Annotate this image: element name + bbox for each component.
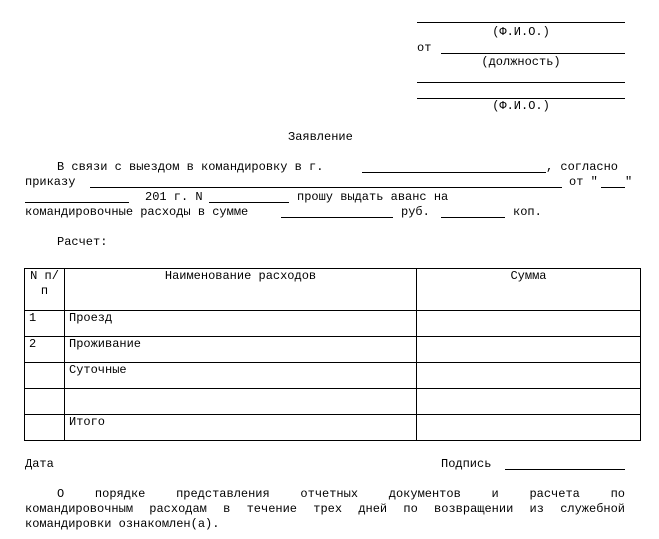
body-line4-kop: коп. — [513, 205, 542, 219]
row-name — [65, 389, 417, 415]
recipient-fio-line — [417, 22, 625, 23]
row-num: 2 — [25, 337, 65, 363]
from-label: от — [417, 41, 432, 55]
sender-position-line — [441, 53, 625, 54]
signature-line — [505, 469, 625, 470]
body-line1-start: В связи с выездом в командировку в г. — [57, 160, 324, 174]
body-line4-start: командировочные расходы в сумме — [25, 205, 249, 219]
table-row — [25, 415, 641, 441]
order-number-line — [209, 202, 289, 203]
row-num: 1 — [25, 311, 65, 337]
row-sum — [417, 363, 641, 389]
order-month-line — [25, 202, 129, 203]
row-sum — [417, 415, 641, 441]
row-name: Суточные — [65, 363, 417, 389]
row-name: Проезд — [65, 311, 417, 337]
position-caption: (должность) — [481, 55, 561, 69]
header-num: N п/п — [25, 269, 65, 311]
row-num — [25, 415, 65, 441]
order-day-line — [601, 187, 625, 188]
row-num — [25, 363, 65, 389]
note-line-3: командировки ознакомлен(а). — [25, 517, 220, 531]
body-line3-end: прошу выдать аванс на — [297, 190, 449, 204]
body-line2-ot: от " — [569, 175, 598, 189]
row-num — [25, 389, 65, 415]
table-row — [25, 337, 641, 363]
body-line2-quote: " — [625, 175, 633, 189]
order-field-line — [90, 187, 562, 188]
amount-kop-line — [441, 217, 505, 218]
date-label: Дата — [25, 457, 54, 471]
calc-label: Расчет: — [57, 235, 108, 249]
row-sum — [417, 311, 641, 337]
document-title: Заявление — [288, 130, 353, 144]
expenses-table — [24, 268, 641, 441]
body-line2-start: приказу — [25, 175, 76, 189]
table-row — [25, 311, 641, 337]
table-row — [25, 363, 641, 389]
amount-rub-line — [281, 217, 393, 218]
sender-fio-caption: (Ф.И.О.) — [492, 99, 550, 113]
body-line3-year: 201 г. N — [145, 190, 203, 204]
row-name: Итого — [65, 415, 417, 441]
table-header-row — [25, 269, 641, 311]
signature-label: Подпись — [441, 457, 492, 471]
note-line-1: О порядке представления отчетных документов и расчета по — [57, 487, 625, 501]
note-line-2: командировочным расходам в течение трех дней по возвращении из служебной — [25, 502, 625, 516]
body-line4-rub: руб. — [401, 205, 430, 219]
row-sum — [417, 389, 641, 415]
body-line1-end: , согласно — [546, 160, 619, 174]
header-sum: Сумма — [417, 269, 641, 311]
recipient-fio-caption: (Ф.И.О.) — [492, 25, 550, 39]
city-field-line — [362, 172, 546, 173]
row-name: Проживание — [65, 337, 417, 363]
header-name: Наименование расходов — [65, 269, 417, 311]
row-sum — [417, 337, 641, 363]
sender-extra-line — [417, 82, 625, 83]
table-row — [25, 389, 641, 415]
